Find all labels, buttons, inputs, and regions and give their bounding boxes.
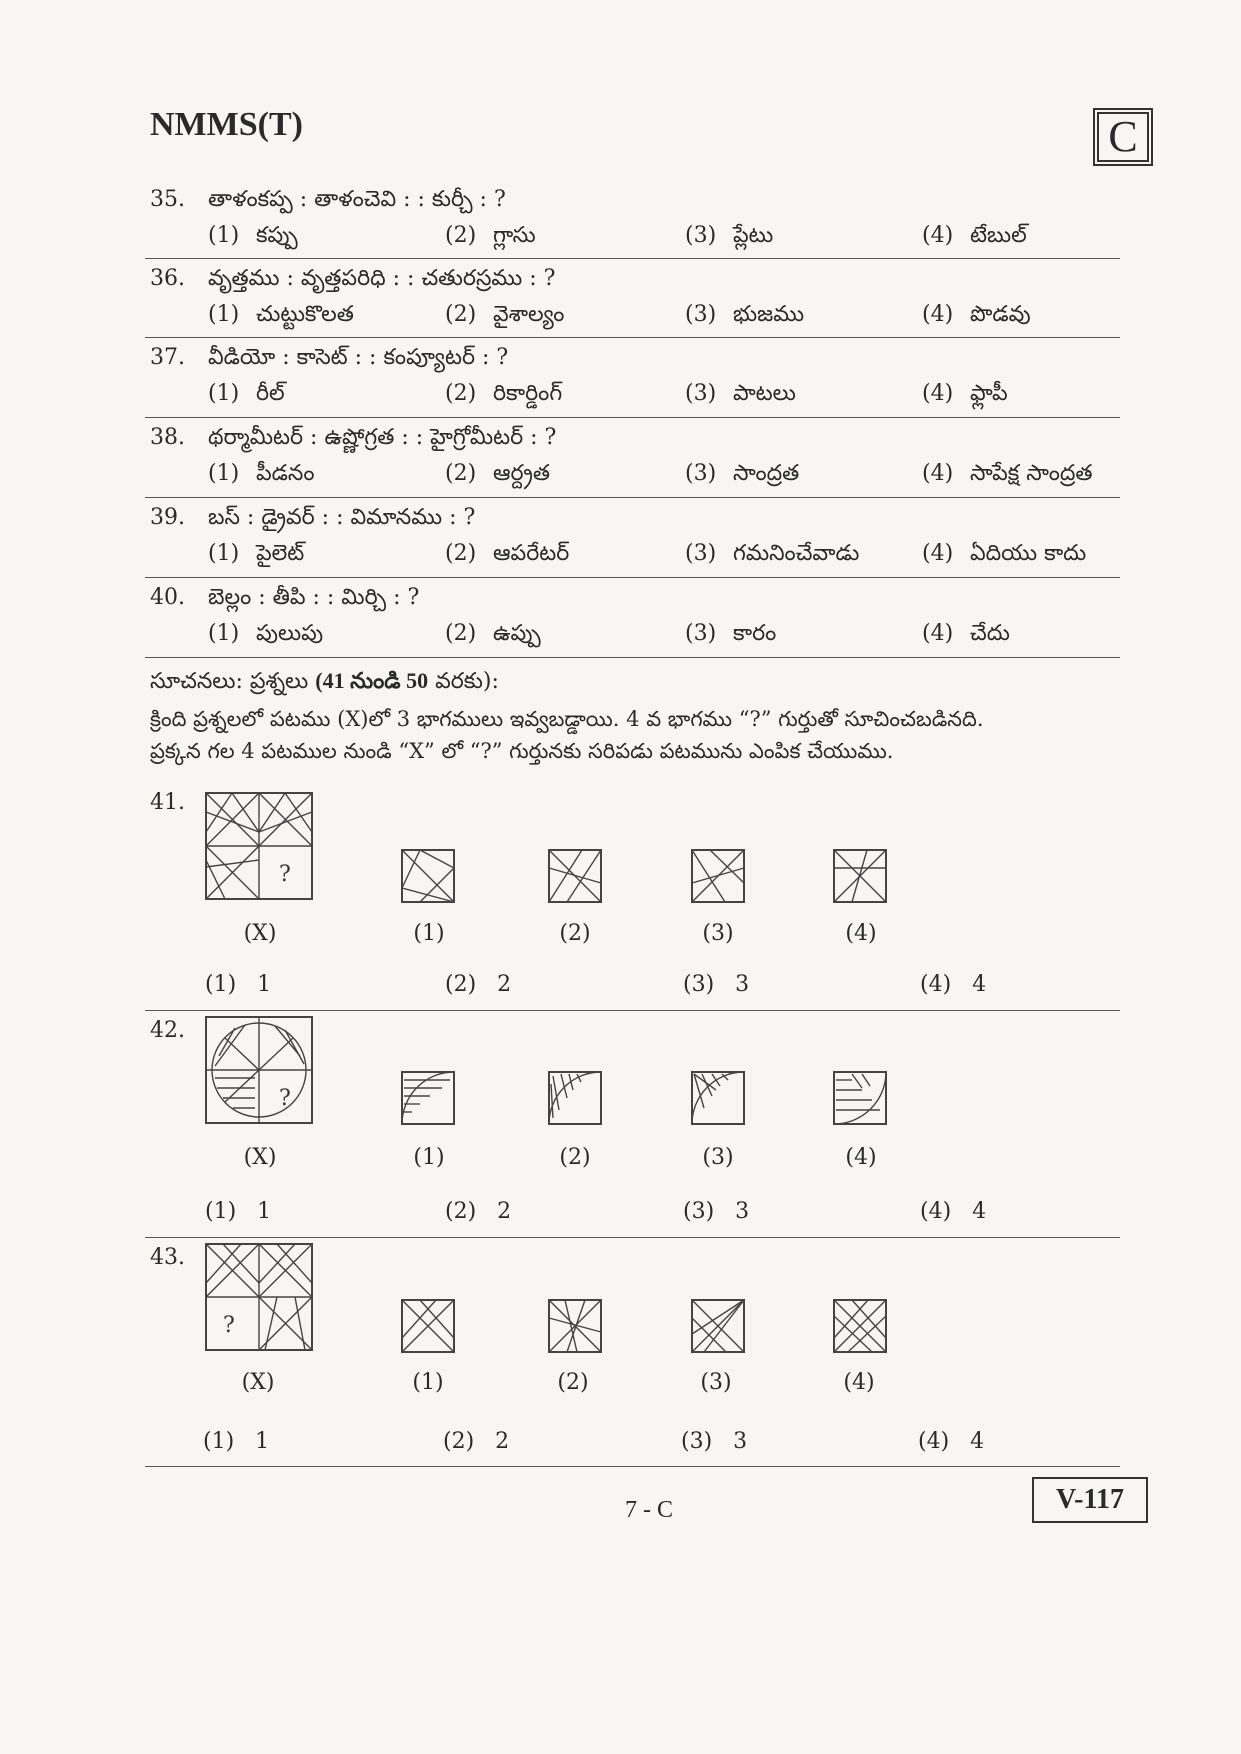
- option-figure-1[interactable]: [400, 848, 460, 904]
- answer-option-2[interactable]: (2) 2: [443, 1429, 510, 1454]
- answer-option-1[interactable]: (1) 1: [203, 1429, 270, 1454]
- option-1[interactable]: (1) పీడనం: [208, 461, 315, 486]
- option-figure-4[interactable]: [832, 848, 892, 904]
- question-stem: తాళంకప్ప : తాళంచెవి : : కుర్చీ : ?: [208, 187, 506, 212]
- divider: [145, 657, 1120, 658]
- option-1[interactable]: (1) పులుపు: [208, 621, 324, 646]
- question-stem: బస్ : డ్రైవర్ : : విమానము : ?: [208, 505, 476, 530]
- answer-option-1[interactable]: (1) 1: [205, 1199, 272, 1224]
- option-4[interactable]: (4) సాపేక్ష సాంద్రత: [922, 461, 1093, 486]
- instructions-line-1: క్రింది ప్రశ్నలలో పటము (X)లో 3 భాగములు ఇవ్వబడ్డాయి. 4 వ భాగము “?” గుర్తుతో సూచించబడినది.: [150, 707, 984, 731]
- figure-label-1: (1): [413, 921, 445, 946]
- answer-option-2[interactable]: (2) 2: [445, 1199, 512, 1224]
- question-mark: ?: [279, 862, 291, 887]
- divider: [145, 577, 1120, 578]
- divider: [145, 258, 1120, 259]
- option-2[interactable]: (2) ఆపరేటర్: [445, 541, 570, 566]
- figure-label-1: (1): [412, 1370, 444, 1395]
- question-number: 38.: [150, 425, 185, 450]
- figure-label-3: (3): [702, 921, 734, 946]
- figure-label-2: (2): [559, 1145, 591, 1170]
- option-figure-1[interactable]: [400, 1298, 460, 1354]
- question-number: 42.: [150, 1018, 185, 1043]
- divider: [145, 497, 1120, 498]
- figure-x-42: [205, 1016, 315, 1126]
- divider: [145, 1466, 1120, 1467]
- answer-option-4[interactable]: (4) 4: [920, 972, 987, 997]
- option-figure-4[interactable]: [832, 1298, 892, 1354]
- instructions-heading: సూచనలు: ప్రశ్నలు (41 నుండి 50 వరకు):: [150, 668, 499, 694]
- answer-option-2[interactable]: (2) 2: [445, 972, 512, 997]
- option-4[interactable]: (4) పొడవు: [922, 302, 1031, 327]
- option-3[interactable]: (3) కారం: [685, 621, 777, 646]
- figure-label-3: (3): [700, 1370, 732, 1395]
- answer-option-1[interactable]: (1) 1: [205, 972, 272, 997]
- option-2[interactable]: (2) ఆర్ద్రత: [445, 461, 550, 486]
- question-number: 37.: [150, 345, 185, 370]
- divider: [145, 1237, 1120, 1238]
- option-4[interactable]: (4) టేబుల్: [922, 223, 1027, 248]
- question-mark: ?: [223, 1313, 235, 1338]
- option-3[interactable]: (3) ప్లేటు: [685, 223, 774, 248]
- answer-option-3[interactable]: (3) 3: [683, 1199, 750, 1224]
- figure-label-2: (2): [559, 921, 591, 946]
- answer-option-3[interactable]: (3) 3: [683, 972, 750, 997]
- option-3[interactable]: (3) సాంద్రత: [685, 461, 800, 486]
- option-figure-2[interactable]: [547, 1298, 607, 1354]
- option-2[interactable]: (2) ఉప్పు: [445, 621, 541, 646]
- option-figure-2[interactable]: [547, 848, 607, 904]
- figure-label-1: (1): [413, 1145, 445, 1170]
- question-number: 36.: [150, 266, 185, 291]
- question-stem: బెల్లం : తీపి : : మిర్చి : ?: [208, 585, 420, 610]
- option-3[interactable]: (3) భుజము: [685, 302, 805, 327]
- version-code: V-117: [1032, 1477, 1148, 1523]
- question-mark: ?: [279, 1086, 291, 1111]
- option-3[interactable]: (3) పాటలు: [685, 381, 796, 406]
- divider: [145, 337, 1120, 338]
- option-figure-3[interactable]: [690, 1070, 750, 1126]
- question-stem: థర్మామీటర్ : ఉష్ణోగ్రత : : హైగ్రోమీటర్ : ?: [208, 425, 557, 450]
- question-stem: వీడియో : కాసెట్ : : కంప్యూటర్ : ?: [208, 345, 509, 370]
- option-2[interactable]: (2) గ్లాసు: [445, 223, 536, 248]
- figure-label-4: (4): [843, 1370, 875, 1395]
- option-figure-4[interactable]: [832, 1070, 892, 1126]
- divider: [145, 1010, 1120, 1011]
- option-figure-2[interactable]: [547, 1070, 607, 1126]
- option-2[interactable]: (2) రికార్డింగ్: [445, 381, 563, 406]
- figure-label-2: (2): [557, 1370, 589, 1395]
- option-figure-1[interactable]: [400, 1070, 460, 1126]
- option-4[interactable]: (4) చేదు: [922, 621, 1010, 646]
- option-figure-3[interactable]: [690, 848, 750, 904]
- instructions-line-2: ప్రక్కన గల 4 పటముల నుండి “X” లో “?” గుర్తునకు సరిపడు పటమును ఎంపిక చేయుము.: [150, 739, 894, 763]
- option-2[interactable]: (2) వైశాల్యం: [445, 302, 565, 327]
- figure-label-4: (4): [845, 921, 877, 946]
- figure-label-x: (X): [241, 1370, 275, 1395]
- figure-label-x: (X): [243, 921, 277, 946]
- paper-title: NMMS(T): [150, 106, 303, 143]
- figure-label-x: (X): [243, 1145, 277, 1170]
- option-1[interactable]: (1) కప్పు: [208, 223, 298, 248]
- option-3[interactable]: (3) గమనించేవాడు: [685, 541, 860, 566]
- question-number: 39.: [150, 505, 185, 530]
- question-number: 41.: [150, 790, 185, 815]
- option-4[interactable]: (4) ఫ్లాపీ: [922, 381, 1008, 406]
- answer-option-3[interactable]: (3) 3: [681, 1429, 748, 1454]
- figure-label-4: (4): [845, 1145, 877, 1170]
- page-number: 7 - C: [625, 1497, 673, 1523]
- booklet-code: C: [1093, 108, 1153, 166]
- option-1[interactable]: (1) రీల్: [208, 381, 285, 406]
- figure-x-41: [205, 792, 315, 902]
- question-stem: వృత్తము : వృత్తపరిధి : : చతురస్రము : ?: [208, 266, 556, 291]
- answer-option-4[interactable]: (4) 4: [920, 1199, 987, 1224]
- question-number: 40.: [150, 585, 185, 610]
- option-figure-3[interactable]: [690, 1298, 750, 1354]
- divider: [145, 417, 1120, 418]
- figure-label-3: (3): [702, 1145, 734, 1170]
- figure-x-43: [205, 1243, 315, 1353]
- option-1[interactable]: (1) పైలెట్: [208, 541, 305, 566]
- question-number: 43.: [150, 1245, 185, 1270]
- question-number: 35.: [150, 187, 185, 212]
- answer-option-4[interactable]: (4) 4: [918, 1429, 985, 1454]
- option-1[interactable]: (1) చుట్టుకొలత: [208, 302, 354, 327]
- option-4[interactable]: (4) ఏదియు కాదు: [922, 541, 1087, 566]
